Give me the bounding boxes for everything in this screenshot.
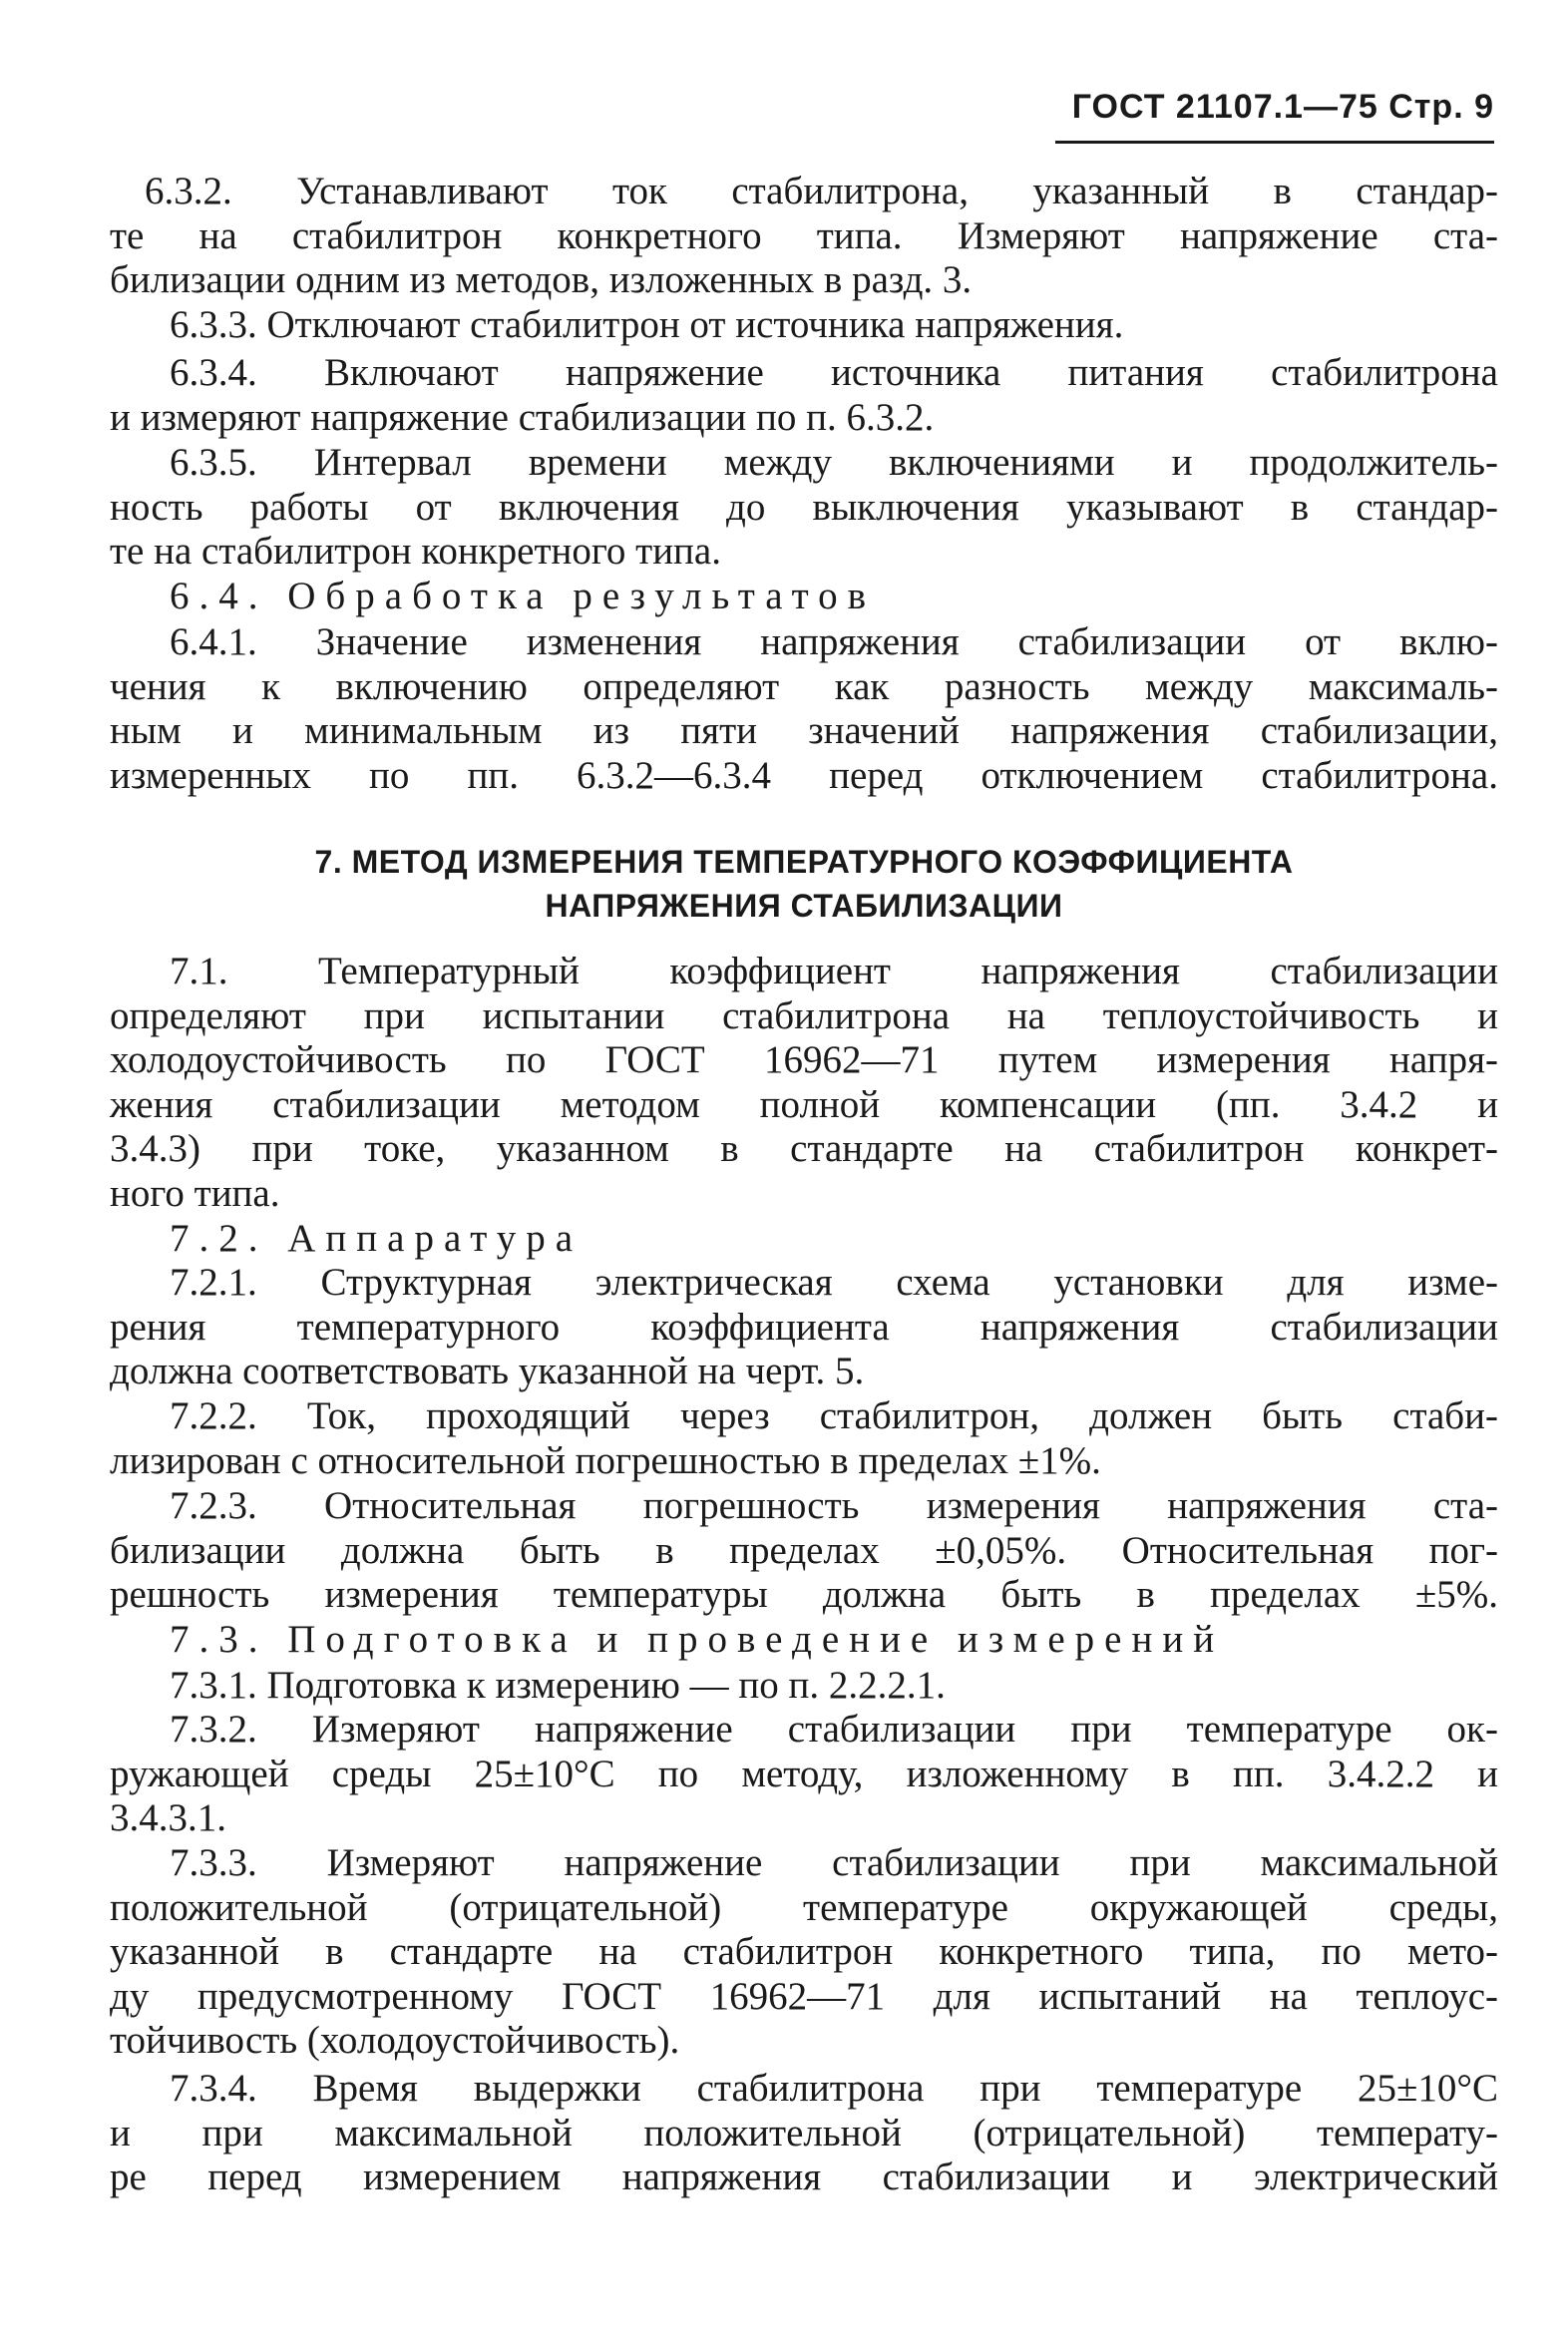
text-line: 7.2. Аппаратура	[170, 1217, 584, 1260]
text-line: 7.3.3. Измеряют напряжение стабилизации при максимальной	[170, 1841, 1498, 1884]
paragraph-7-1	[110, 950, 1498, 1217]
paragraph-7-3-2	[110, 1708, 1498, 1841]
text-line: ружающей среды 25±10°C по методу, изложенному в пп. 3.4.2.2 и	[110, 1752, 1498, 1795]
text-line: решность измерения температуры должна быть в пределах ±5%.	[110, 1573, 1498, 1617]
paragraph-6-3-5	[110, 441, 1498, 575]
text-line: 7.3.2. Измеряют напряжение стабилизации при температуре ок-	[170, 1708, 1498, 1751]
text-line: холодоустойчивость по ГОСТ 16962—71 путем измерения напря-	[110, 1038, 1498, 1082]
text-line: 7.3.4. Время выдержки стабилитрона при температуре 25±10°C	[170, 2067, 1498, 2110]
text-line: 7.3.1. Подготовка к измерению — по п. 2.2.2.1.	[170, 1664, 946, 1707]
text-line: лизирован с относительной погрешностью в пределах ±1%.	[110, 1438, 1101, 1482]
paragraph-7-2-3	[110, 1484, 1498, 1618]
text-line: 6.4.1. Значение изменения напряжения стабилизации от вклю-	[170, 620, 1498, 663]
subsection-7-2-title	[110, 1217, 1498, 1262]
text-line: 7.2.1. Структурная электрическая схема установки для изме-	[170, 1261, 1498, 1304]
text-line: ным и минимальным из пяти значений напряжения стабилизации,	[110, 709, 1498, 753]
paragraph-7-2-1	[110, 1261, 1498, 1394]
paragraph-7-3-1	[110, 1664, 1498, 1709]
text-line: 7.2.2. Ток, проходящий через стабилитрон, должен быть стаби-	[170, 1394, 1498, 1437]
paragraph-6-3-3	[110, 303, 1498, 348]
text-line: 7.3. Подготовка и проведение измерений	[170, 1618, 1225, 1661]
text-line: ность работы от включения до выключения указывают в стандар-	[110, 485, 1498, 529]
paragraph-6-3-4	[110, 351, 1498, 440]
text-line: ду предусмотренному ГОСТ 16962—71 для испытаний на теплоус-	[110, 1974, 1498, 2018]
text-line: ре перед измерением напряжения стабилизации и электрический	[110, 2155, 1498, 2199]
text-line: 3.4.3.1.	[110, 1796, 226, 1840]
running-head: ГОСТ 21107.1—75 Стр. 9	[1071, 88, 1494, 126]
paragraph-6-4-1	[110, 620, 1498, 798]
text-line: те на стабилитрон конкретного типа.	[110, 530, 721, 574]
text-line: 6.3.3. Отключают стабилитрон от источника напряжения.	[170, 303, 1124, 346]
text-line: 3.4.3) при токе, указанном в стандарте на стабилитрон конкрет-	[110, 1127, 1498, 1171]
text-line: ного типа.	[110, 1171, 280, 1215]
text-line: те на стабилитрон конкретного типа. Измеряют напряжение ста-	[110, 213, 1498, 257]
text-line: 6.4. Обработка результатов	[170, 575, 877, 617]
text-line: рения температурного коэффициента напряжения стабилизации	[110, 1305, 1498, 1349]
text-line: измеренных по пп. 6.3.2—6.3.4 перед отключением стабилитрона.	[110, 753, 1498, 797]
text-line: 6.3.4. Включают напряжение источника питания стабилитрона	[170, 351, 1498, 394]
paragraph-7-3-3	[110, 1841, 1498, 2064]
text-line: тойчивость (холодоустойчивость).	[110, 2019, 680, 2063]
text-line: билизации одним из методов, изложенных в разд. 3.	[110, 258, 973, 302]
text-line: 7.2.3. Относительная погрешность измерения напряжения ста-	[170, 1484, 1498, 1527]
text-line: билизации должна быть в пределах ±0,05%. Относительная пог-	[110, 1528, 1498, 1572]
text-line: и измеряют напряжение стабилизации по п. 6.3.2.	[110, 395, 935, 439]
text-line: 6.3.5. Интервал времени между включениями и продолжитель-	[170, 441, 1498, 484]
text-line: жения стабилизации методом полной компенсации (пп. 3.4.2 и	[110, 1082, 1498, 1126]
text-line: и при максимальной положительной (отрицательной) температу-	[110, 2111, 1498, 2154]
paragraph-6-3-2	[110, 170, 1498, 303]
section-7-heading	[110, 840, 1498, 928]
paragraph-7-2-2	[110, 1394, 1498, 1483]
text-line: должна соответствовать указанной на черт. 5.	[110, 1350, 865, 1393]
heading-line: НАПРЯЖЕНИЯ СТАБИЛИЗАЦИИ	[545, 888, 1063, 924]
text-line: указанной в стандарте на стабилитрон конкретного типа, по мето-	[110, 1930, 1498, 1974]
text-line: положительной (отрицательной) температуре окружающей среды,	[110, 1885, 1498, 1929]
text-line: определяют при испытании стабилитрона на теплоустойчивость и	[110, 993, 1498, 1037]
text-line: 7.1. Температурный коэффициент напряжения стабилизации	[170, 950, 1498, 992]
subsection-7-3-title	[110, 1618, 1498, 1663]
header-rule	[1055, 141, 1494, 144]
subsection-6-4-title	[110, 575, 1498, 619]
paragraph-7-3-4	[110, 2067, 1498, 2200]
text-line: чения к включению определяют как разность между максималь-	[110, 664, 1498, 708]
text-line: 6.3.2. Устанавливают ток стабилитрона, указанный в стандар-	[145, 170, 1498, 212]
heading-line: 7. МЕТОД ИЗМЕРЕНИЯ ТЕМПЕРАТУРНОГО КОЭФФИЦИЕНТА	[314, 844, 1294, 880]
